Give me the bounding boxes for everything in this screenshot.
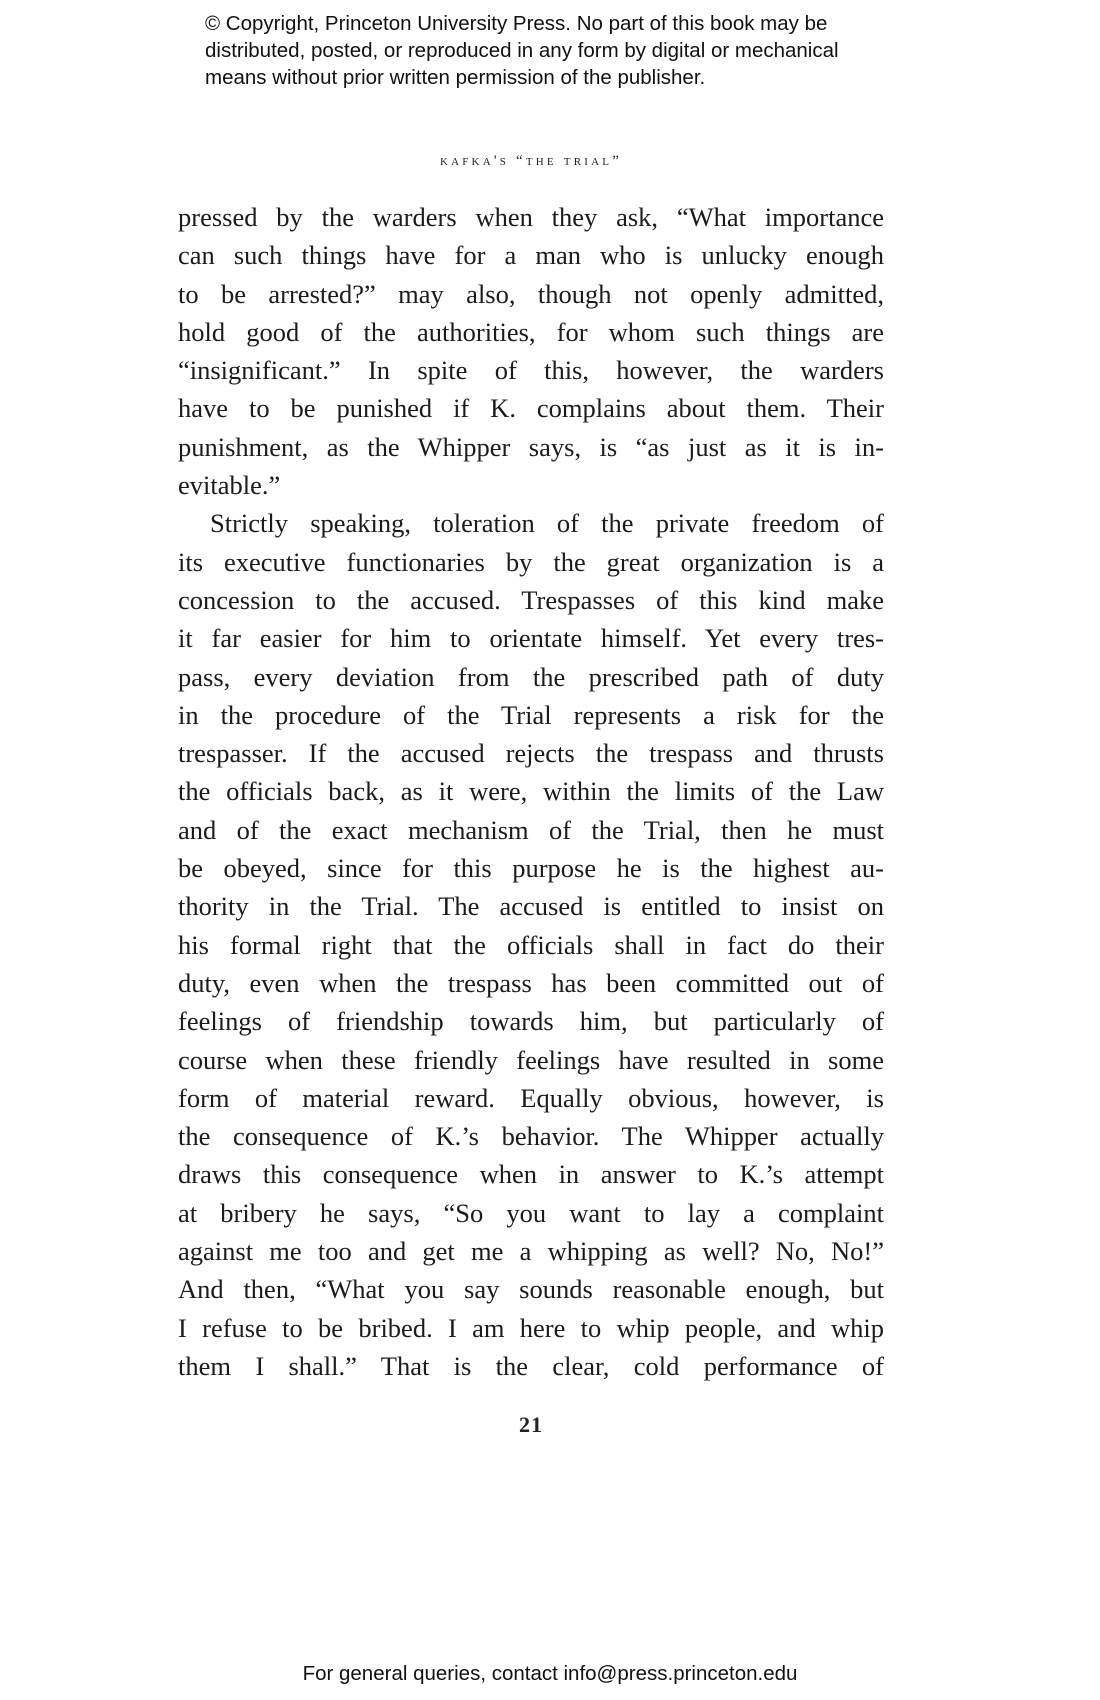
body-line: thority in the Trial. The accused is entitled to insist on xyxy=(178,891,884,922)
page-number: 21 xyxy=(519,1412,543,1437)
body-line: in the procedure of the Trial represents a risk for the xyxy=(178,699,884,730)
copyright-line: means without prior written permission of the publisher. xyxy=(205,66,706,89)
body-line: feelings of friendship towards him, but particularly of xyxy=(178,1006,884,1037)
body-line: it far easier for him to orientate himself. Yet every tres- xyxy=(178,623,884,654)
footer-contact: For general queries, contact info@press.princeton.edu xyxy=(302,1662,798,1685)
body-line: duty, even when the trespass has been committed out of xyxy=(178,967,884,998)
body-line: its executive functionaries by the great organization is a xyxy=(178,546,884,577)
body-line: “insignificant.” In spite of this, however, the warders xyxy=(178,355,884,386)
body-line: against me too and get me a whipping as well? No, No!” xyxy=(178,1236,884,1267)
body-line: hold good of the authorities, for whom such things are xyxy=(178,316,884,347)
body-line: them I shall.” That is the clear, cold performance of xyxy=(178,1350,884,1381)
body-line: can such things have for a man who is unlucky enough xyxy=(178,240,884,271)
body-line: to be arrested?” may also, though not openly admitted, xyxy=(178,278,884,309)
copyright-line: distributed, posted, or reproduced in any form by digital or mechanical xyxy=(205,39,839,62)
body-line: I refuse to be bribed. I am here to whip people, and whip xyxy=(178,1312,884,1343)
body-line: And then, “What you say sounds reasonable enough, but xyxy=(178,1274,884,1305)
body-text xyxy=(178,198,884,1385)
body-line: the consequence of K.’s behavior. The Whipper actually xyxy=(178,1121,884,1152)
body-line: pass, every deviation from the prescribed path of duty xyxy=(178,661,884,692)
body-line: his formal right that the officials shall in fact do their xyxy=(178,929,884,960)
body-line: Strictly speaking, toleration of the private freedom of xyxy=(210,508,884,539)
body-line: have to be punished if K. complains about them. Their xyxy=(178,393,884,424)
body-line: punishment, as the Whipper says, is “as just as it is in- xyxy=(178,431,884,462)
body-line: at bribery he says, “So you want to lay a complaint xyxy=(178,1197,884,1228)
copyright-line: © Copyright, Princeton University Press. No part of this book may be xyxy=(205,12,828,35)
running-head: kafka's “the trial” xyxy=(439,153,623,169)
body-line: concession to the accused. Trespasses of this kind make xyxy=(178,584,884,615)
body-line: course when these friendly feelings have resulted in some xyxy=(178,1044,884,1075)
body-line: the officials back, as it were, within the limits of the Law xyxy=(178,776,884,807)
body-line: evitable.” xyxy=(178,470,281,501)
body-line: pressed by the warders when they ask, “What importance xyxy=(178,202,884,232)
body-line: draws this consequence when in answer to K.’s attempt xyxy=(178,1159,884,1190)
body-line: be obeyed, since for this purpose he is the highest au- xyxy=(178,853,884,884)
copyright-notice xyxy=(205,10,925,91)
body-line: form of material reward. Equally obvious, however, is xyxy=(178,1082,884,1113)
body-line: trespasser. If the accused rejects the trespass and thrusts xyxy=(178,738,884,769)
body-line: and of the exact mechanism of the Trial, then he must xyxy=(178,814,884,845)
